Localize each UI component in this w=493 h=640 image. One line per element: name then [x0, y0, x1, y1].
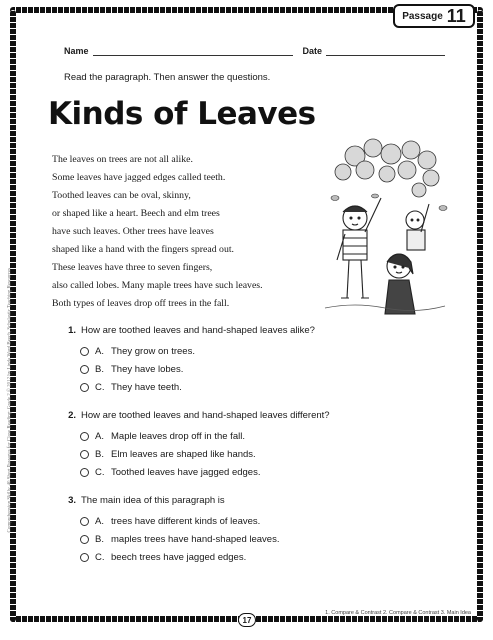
option-letter: A. [95, 345, 104, 357]
paragraph-line: The leaves on trees are not all alike. [52, 154, 193, 165]
answer-option[interactable] [80, 463, 444, 481]
answer-bubble[interactable] [80, 517, 89, 526]
question-number: 1. [68, 325, 76, 336]
answer-bubble[interactable] [80, 535, 89, 544]
option-letter: A. [95, 515, 104, 527]
chain-border-right [477, 10, 483, 622]
date-field[interactable] [326, 47, 445, 56]
name-label: Name [64, 46, 89, 56]
answer-bubble[interactable] [80, 383, 89, 392]
passage-label: Passage [402, 10, 443, 22]
questions-section [64, 325, 444, 580]
option-text: They have teeth. [111, 381, 182, 393]
answer-option[interactable] [80, 342, 444, 360]
skills-footer: 1. Compare & Contrast 2. Compare & Contrast 3. Main Idea [325, 610, 471, 616]
paragraph-line: have such leaves. Other trees have leaves [52, 226, 214, 237]
question-stem: How are toothed leaves and hand-shaped leaves different? [81, 410, 330, 421]
page-title: Kinds of Leaves [48, 96, 316, 132]
question-stem: The main idea of this paragraph is [81, 495, 225, 506]
option-letter: B. [95, 533, 104, 545]
option-letter: C. [95, 551, 105, 563]
page-number: 17 [238, 613, 256, 627]
name-date-row [64, 46, 445, 56]
answer-option[interactable] [80, 427, 444, 445]
answer-bubble[interactable] [80, 432, 89, 441]
answer-option[interactable] [80, 360, 444, 378]
children-tree-illustration [315, 138, 455, 318]
option-text: They grow on trees. [111, 345, 195, 357]
answer-bubble[interactable] [80, 450, 89, 459]
question-2 [64, 410, 444, 481]
paragraph-line: Toothed leaves can be oval, skinny, [52, 190, 191, 201]
passage-tab [393, 4, 475, 28]
paragraph-line: Some leaves have jagged edges called teeth. [52, 172, 226, 183]
paragraph-line: These leaves have three to seven fingers, [52, 262, 213, 273]
option-letter: A. [95, 430, 104, 442]
date-label: Date [302, 46, 323, 56]
question-number: 2. [68, 410, 76, 421]
option-text: Elm leaves are shaped like hands. [111, 448, 256, 460]
answer-bubble[interactable] [80, 347, 89, 356]
option-text: trees have different kinds of leaves. [111, 515, 261, 527]
question-number: 3. [68, 495, 76, 506]
answer-bubble[interactable] [80, 553, 89, 562]
option-letter: C. [95, 466, 105, 478]
passage-number: 11 [446, 5, 466, 26]
option-letter: B. [95, 363, 104, 375]
reading-paragraph [52, 151, 312, 313]
option-letter: C. [95, 381, 105, 393]
answer-bubble[interactable] [80, 365, 89, 374]
answer-option[interactable] [80, 530, 444, 548]
question-1 [64, 325, 444, 396]
paragraph-line: shaped like a hand with the fingers spread out. [52, 244, 235, 255]
instructions: Read the paragraph. Then answer the questions. [64, 72, 271, 83]
question-stem: How are toothed leaves and hand-shaped leaves alike? [81, 325, 315, 336]
option-letter: B. [95, 448, 104, 460]
answer-option[interactable] [80, 512, 444, 530]
paragraph-line: Both types of leaves drop off trees in the fall. [52, 298, 230, 309]
option-text: Toothed leaves have jagged edges. [111, 466, 261, 478]
side-credit: Comprehension Skills: 40 Short Passages for Close Reading: Grade 2 © 2012 by Linda Ward Beech, Scholastic Teaching Resources [7, 267, 13, 533]
answer-bubble[interactable] [80, 468, 89, 477]
question-3 [64, 495, 444, 566]
option-text: beech trees have jagged edges. [111, 551, 247, 563]
option-text: They have lobes. [111, 363, 184, 375]
answer-option[interactable] [80, 548, 444, 566]
name-field[interactable] [93, 47, 293, 56]
paragraph-line: also called lobes. Many maple trees have such leaves. [52, 280, 263, 291]
option-text: Maple leaves drop off in the fall. [111, 430, 245, 442]
paragraph-line: or shaped like a heart. Beech and elm trees [52, 208, 220, 219]
answer-option[interactable] [80, 445, 444, 463]
option-text: maples trees have hand-shaped leaves. [111, 533, 280, 545]
answer-option[interactable] [80, 378, 444, 396]
